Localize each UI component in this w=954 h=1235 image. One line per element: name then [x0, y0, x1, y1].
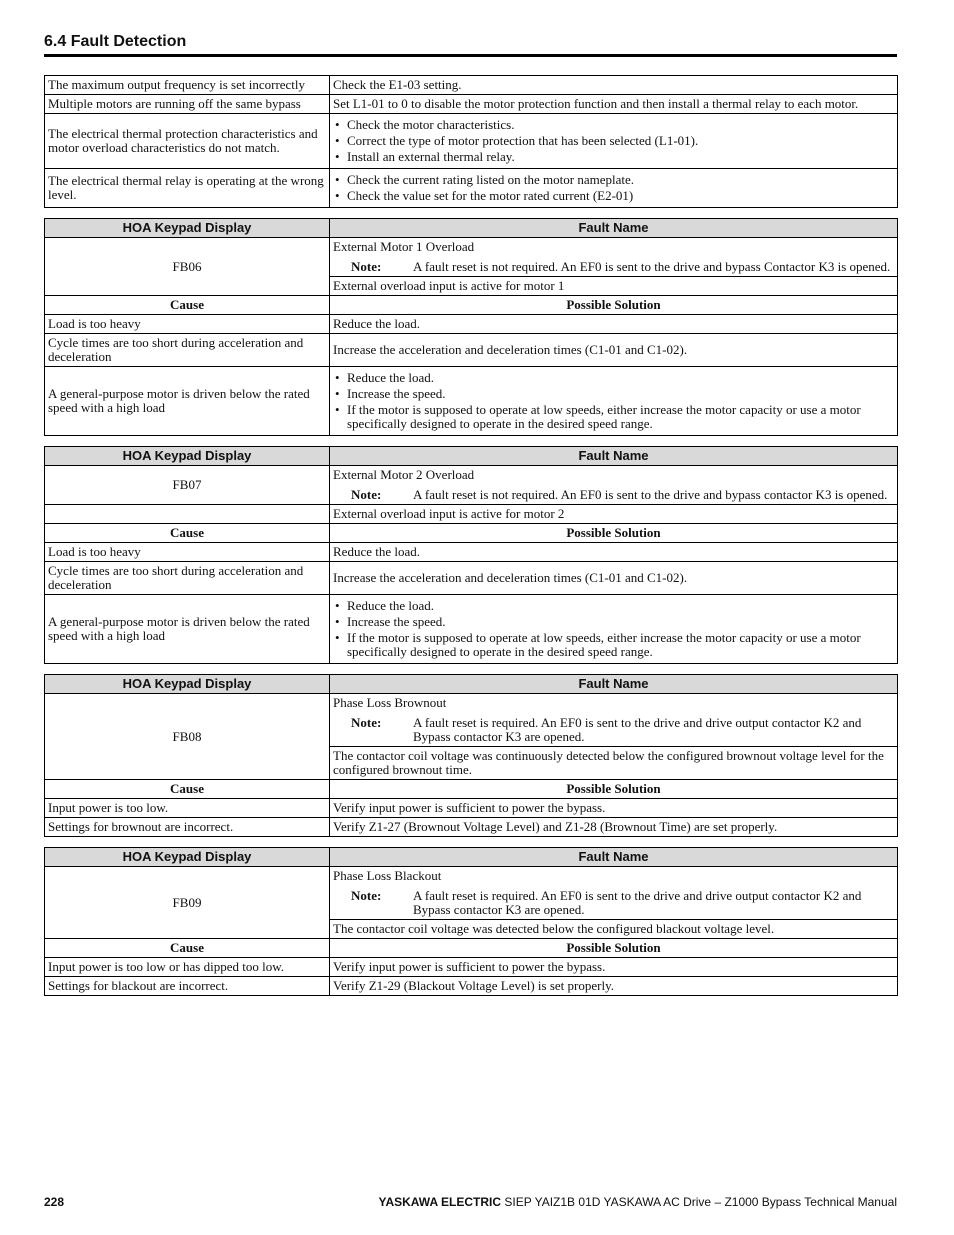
solution-cell	[330, 595, 898, 664]
solution-item: • Reduce the load.	[333, 599, 894, 613]
cause-cell: A general-purpose motor is driven below the rated speed with a high load	[45, 367, 330, 436]
table-row	[45, 169, 898, 208]
fault-name: External Motor 1 Overload	[333, 239, 475, 254]
solution-text: Check the E1-03 setting.	[333, 77, 462, 92]
table-row	[45, 95, 898, 114]
fault-name-cell	[330, 867, 898, 920]
solution-item: • Correct the type of motor protection that has been selected (L1-01).	[333, 134, 894, 148]
solution-list	[333, 599, 894, 659]
fault-name-row	[45, 466, 898, 505]
table-header-row	[45, 447, 898, 466]
fault-note	[333, 889, 894, 917]
solution-header: Possible Solution	[330, 524, 898, 543]
solution-item: • Increase the speed.	[333, 387, 894, 401]
solution-item: • Reduce the load.	[333, 371, 894, 385]
fault-description: External overload input is active for motor 1	[330, 277, 898, 296]
solution-item: • Check the current rating listed on the motor nameplate.	[333, 173, 894, 187]
solution-item: • Check the motor characteristics.	[333, 118, 894, 132]
fault-code: FB09	[45, 867, 330, 939]
solution-cell	[330, 562, 898, 595]
cause-cell: Multiple motors are running off the same bypass	[45, 95, 330, 114]
cause-cell: A general-purpose motor is driven below the rated speed with a high load	[45, 595, 330, 664]
fault-note	[333, 488, 894, 502]
solution-cell	[330, 958, 898, 977]
solution-list	[333, 173, 894, 203]
cause-cell: The electrical thermal protection characteristics and motor overload characteristics do not match.	[45, 114, 330, 169]
cause-solution-table	[44, 75, 898, 208]
table-row	[45, 958, 898, 977]
page-number: 228	[44, 1195, 65, 1209]
solution-item: • Increase the speed.	[333, 615, 894, 629]
table-row	[45, 562, 898, 595]
cause-header-row	[45, 524, 898, 543]
solution-cell	[330, 334, 898, 367]
cause-header: Cause	[45, 939, 330, 958]
solution-list	[333, 118, 894, 164]
fault-description-row	[45, 505, 898, 524]
solution-header: Possible Solution	[330, 939, 898, 958]
note-label: Note:	[351, 715, 382, 730]
cause-header-row	[45, 296, 898, 315]
table-row	[45, 315, 898, 334]
fault-name-row	[45, 694, 898, 747]
fault-code: FB06	[45, 238, 330, 296]
solution-cell	[330, 799, 898, 818]
title-rule	[44, 54, 897, 57]
solution-item: • Check the value set for the motor rated current (E2-01)	[333, 189, 894, 203]
cause-cell: Settings for blackout are incorrect.	[45, 977, 330, 996]
note-text: A fault reset is required. An EF0 is sent to the drive and drive output contactor K2 and Bypass contactor K3 are opened.	[413, 715, 862, 744]
footer-brand: YASKAWA ELECTRIC	[378, 1195, 502, 1209]
fault-code: FB07	[45, 466, 330, 505]
solution-text: Reduce the load.	[333, 544, 420, 559]
fault-name-cell	[330, 694, 898, 747]
table-header-row	[45, 219, 898, 238]
fault-name: Phase Loss Brownout	[333, 695, 447, 710]
cause-header-row	[45, 939, 898, 958]
solution-text: Increase the acceleration and deceleration times (C1-01 and C1-02).	[333, 570, 688, 585]
solution-item: • If the motor is supposed to operate at low speeds, either increase the motor capacity or use a motor specifically designed to operate in the desired speed range.	[333, 631, 894, 659]
table-row	[45, 818, 898, 837]
table-row	[45, 595, 898, 664]
fault-name-cell	[330, 466, 898, 505]
solution-cell	[330, 95, 898, 114]
footer-title	[379, 1195, 897, 1209]
table-header-row	[45, 848, 898, 867]
fault-note	[333, 716, 894, 744]
solution-cell	[330, 543, 898, 562]
solution-cell	[330, 977, 898, 996]
solution-header: Possible Solution	[330, 780, 898, 799]
note-text: A fault reset is not required. An EF0 is sent to the drive and bypass Contactor K3 is opened.	[413, 259, 891, 274]
solution-item: • Install an external thermal relay.	[333, 150, 894, 164]
solution-cell	[330, 315, 898, 334]
solution-list	[333, 371, 894, 431]
note-label: Note:	[351, 487, 382, 502]
cause-cell: Input power is too low.	[45, 799, 330, 818]
solution-cell	[330, 169, 898, 208]
solution-text: Verify Z1-29 (Blackout Voltage Level) is set properly.	[333, 978, 614, 993]
fault-code: FB08	[45, 694, 330, 780]
solution-text: Verify input power is sufficient to power the bypass.	[333, 800, 606, 815]
solution-text: Verify input power is sufficient to power the bypass.	[333, 959, 606, 974]
display-header: HOA Keypad Display	[45, 447, 330, 466]
solution-text: Set L1-01 to 0 to disable the motor protection function and then install a thermal relay to each motor.	[333, 96, 859, 111]
cause-cell: Input power is too low or has dipped too low.	[45, 958, 330, 977]
table-row	[45, 543, 898, 562]
display-header: HOA Keypad Display	[45, 219, 330, 238]
solution-cell	[330, 818, 898, 837]
solution-text: Increase the acceleration and deceleration times (C1-01 and C1-02).	[333, 342, 688, 357]
note-label: Note:	[351, 888, 382, 903]
solution-cell	[330, 367, 898, 436]
note-text: A fault reset is not required. An EF0 is sent to the drive and bypass contactor K3 is opened.	[413, 487, 888, 502]
cause-cell: Load is too heavy	[45, 315, 330, 334]
footer-doc-title: SIEP YAIZ1B 01D YASKAWA AC Drive – Z1000 Bypass Technical Manual	[501, 1195, 897, 1209]
empty-cell	[45, 505, 330, 524]
solution-item: • If the motor is supposed to operate at low speeds, either increase the motor capacity or use a motor specifically designed to operate in the desired speed range.	[333, 403, 894, 431]
solution-header: Possible Solution	[330, 296, 898, 315]
fault-name: Phase Loss Blackout	[333, 868, 442, 883]
note-label: Note:	[351, 259, 382, 274]
content	[44, 75, 897, 1006]
cause-cell: Cycle times are too short during acceleration and deceleration	[45, 562, 330, 595]
cause-cell: The maximum output frequency is set incorrectly	[45, 76, 330, 95]
display-header: HOA Keypad Display	[45, 848, 330, 867]
fault-table-fb08	[44, 674, 898, 837]
section-title: 6.4 Fault Detection	[44, 33, 187, 50]
fault-note	[333, 260, 894, 274]
cause-cell: Load is too heavy	[45, 543, 330, 562]
fault-name-header: Fault Name	[330, 675, 898, 694]
fault-description: The contactor coil voltage was detected below the configured blackout voltage level.	[330, 920, 898, 939]
cause-header: Cause	[45, 780, 330, 799]
solution-text: Reduce the load.	[333, 316, 420, 331]
table-row	[45, 977, 898, 996]
fault-name-row	[45, 867, 898, 920]
cause-cell: The electrical thermal relay is operating at the wrong level.	[45, 169, 330, 208]
solution-cell	[330, 114, 898, 169]
fault-table-fb07	[44, 446, 898, 664]
table-row	[45, 367, 898, 436]
cause-header: Cause	[45, 296, 330, 315]
fault-description: The contactor coil voltage was continuously detected below the configured brownout voltage level for the configured brownout time.	[330, 747, 898, 780]
table-row	[45, 799, 898, 818]
fault-name: External Motor 2 Overload	[333, 467, 475, 482]
fault-name-row	[45, 238, 898, 277]
fault-name-header: Fault Name	[330, 219, 898, 238]
note-text: A fault reset is required. An EF0 is sent to the drive and drive output contactor K2 and Bypass contactor K3 are opened.	[413, 888, 862, 917]
cause-cell: Settings for brownout are incorrect.	[45, 818, 330, 837]
fault-name-cell	[330, 238, 898, 277]
fault-table-fb09	[44, 847, 898, 996]
table-row	[45, 76, 898, 95]
solution-text: Verify Z1-27 (Brownout Voltage Level) and Z1-28 (Brownout Time) are set properly.	[333, 819, 778, 834]
fault-name-header: Fault Name	[330, 447, 898, 466]
display-header: HOA Keypad Display	[45, 675, 330, 694]
solution-cell	[330, 76, 898, 95]
table-row	[45, 334, 898, 367]
cause-header-row	[45, 780, 898, 799]
cause-header: Cause	[45, 524, 330, 543]
fault-description: External overload input is active for motor 2	[330, 505, 898, 524]
cause-cell: Cycle times are too short during acceleration and deceleration	[45, 334, 330, 367]
table-header-row	[45, 675, 898, 694]
fault-name-header: Fault Name	[330, 848, 898, 867]
table-row	[45, 114, 898, 169]
fault-table-fb06	[44, 218, 898, 436]
